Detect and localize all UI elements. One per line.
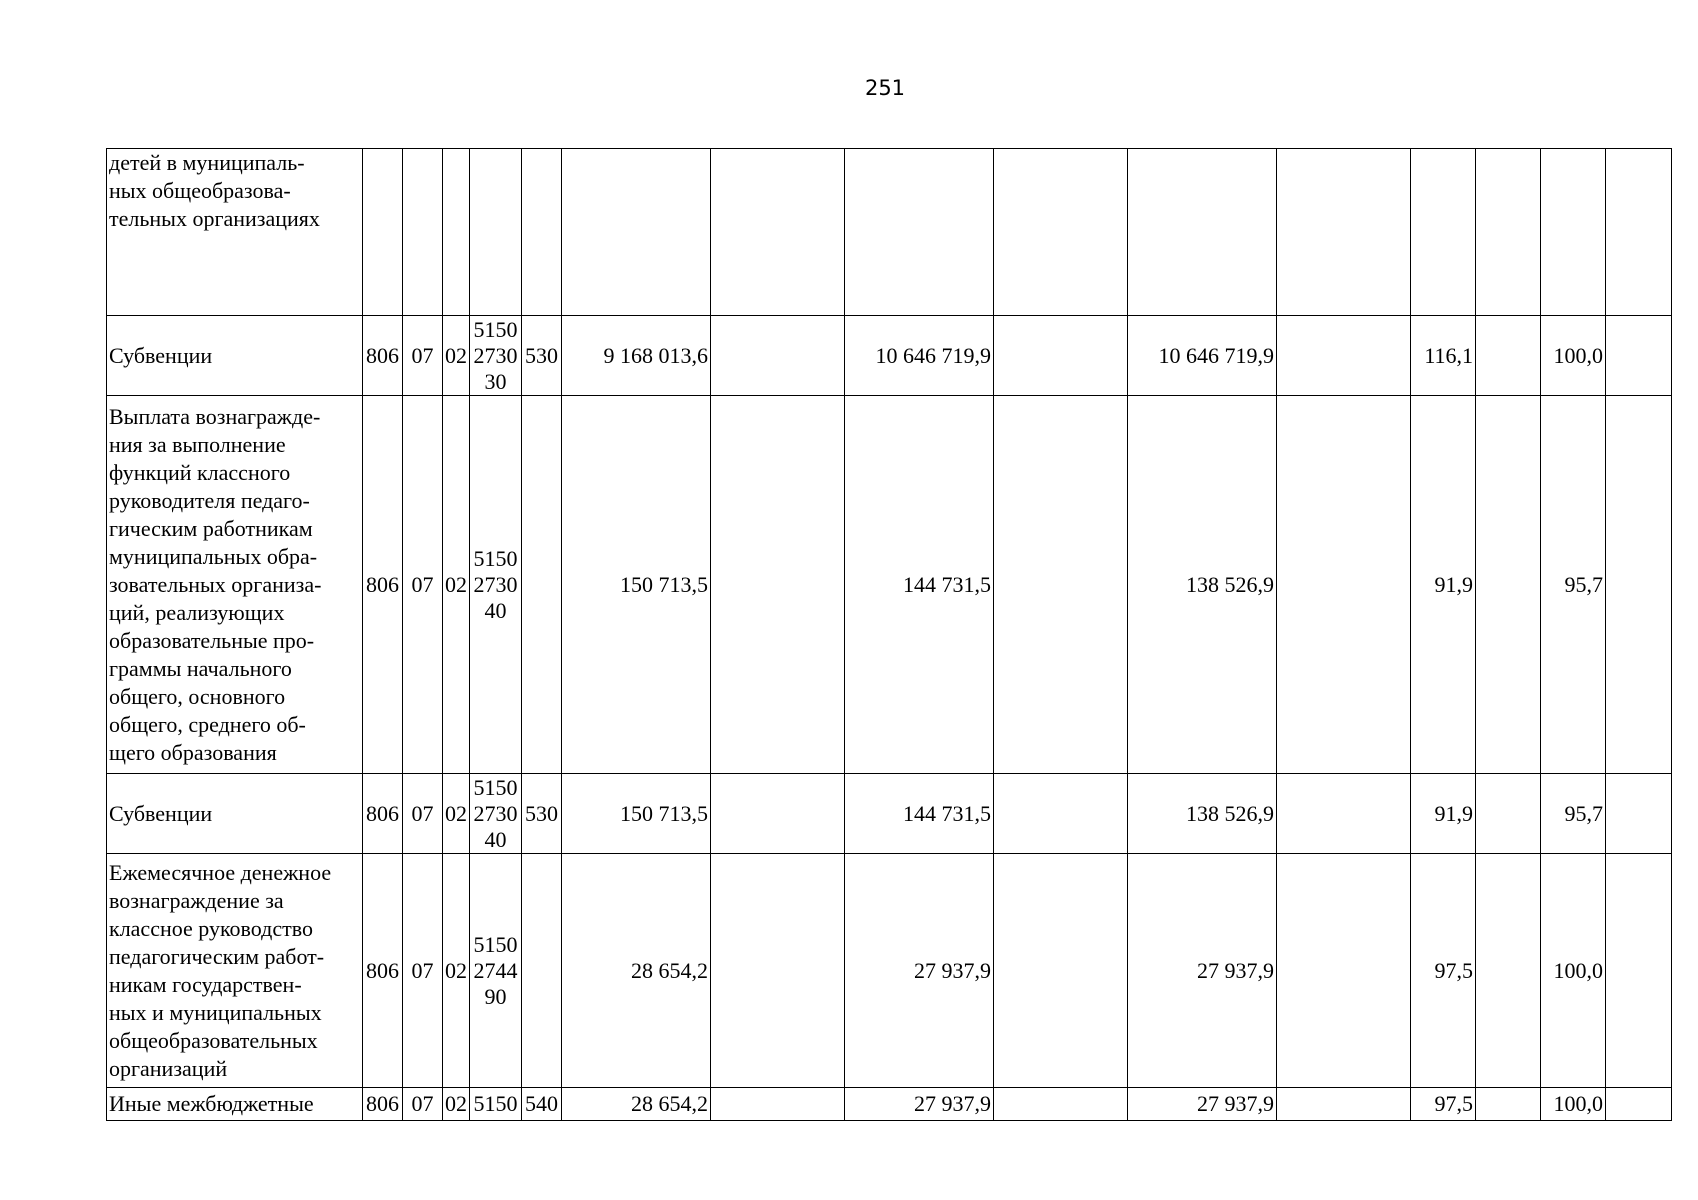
admin-code-cell: 806 xyxy=(363,316,403,396)
percent-plan-cell: 95,7 xyxy=(1541,774,1606,854)
subsection-code-cell: 02 xyxy=(443,396,470,774)
row-name-cell: детей в муниципаль- ных общеобразова- тельных организациях xyxy=(107,149,363,316)
empty-cell xyxy=(711,854,845,1088)
section-code-cell: 07 xyxy=(403,854,443,1088)
percent-prev-cell: 97,5 xyxy=(1411,1088,1476,1121)
admin-code-cell: 806 xyxy=(363,854,403,1088)
empty-cell xyxy=(1606,1088,1672,1121)
empty-cell xyxy=(711,316,845,396)
amount-executed-cell: 138 526,9 xyxy=(1128,774,1277,854)
amount-approved-cell: 28 654,2 xyxy=(562,854,711,1088)
table-row xyxy=(107,854,1672,1088)
amount-approved-cell: 150 713,5 xyxy=(562,774,711,854)
empty-cell xyxy=(1606,396,1672,774)
amount-planned-cell: 144 731,5 xyxy=(845,396,994,774)
row-name-cell: Иные межбюджетные xyxy=(107,1088,363,1121)
target-article-cell: 5150 2730 40 xyxy=(470,396,522,774)
table-row xyxy=(107,149,1672,316)
percent-prev-cell: 97,5 xyxy=(1411,854,1476,1088)
amount-planned-cell: 27 937,9 xyxy=(845,1088,994,1121)
amount-approved-cell: 9 168 013,6 xyxy=(562,316,711,396)
section-code-cell xyxy=(403,149,443,316)
amount-approved-cell: 150 713,5 xyxy=(562,396,711,774)
target-article-cell: 5150 2744 90 xyxy=(470,854,522,1088)
empty-cell xyxy=(1476,1088,1541,1121)
expense-type-cell xyxy=(522,854,562,1088)
admin-code-cell: 806 xyxy=(363,774,403,854)
section-code-cell: 07 xyxy=(403,1088,443,1121)
section-code-cell: 07 xyxy=(403,774,443,854)
amount-planned-cell: 144 731,5 xyxy=(845,774,994,854)
subsection-code-cell: 02 xyxy=(443,854,470,1088)
amount-planned-cell xyxy=(845,149,994,316)
expense-type-cell: 540 xyxy=(522,1088,562,1121)
empty-cell xyxy=(994,149,1128,316)
amount-executed-cell: 138 526,9 xyxy=(1128,396,1277,774)
admin-code-cell: 806 xyxy=(363,396,403,774)
percent-plan-cell: 100,0 xyxy=(1541,1088,1606,1121)
amount-executed-cell: 27 937,9 xyxy=(1128,1088,1277,1121)
empty-cell xyxy=(1277,854,1411,1088)
amount-approved-cell: 28 654,2 xyxy=(562,1088,711,1121)
empty-cell xyxy=(1277,396,1411,774)
amount-approved-cell xyxy=(562,149,711,316)
percent-prev-cell: 91,9 xyxy=(1411,774,1476,854)
amount-planned-cell: 27 937,9 xyxy=(845,854,994,1088)
empty-cell xyxy=(711,774,845,854)
table-row xyxy=(107,774,1672,854)
empty-cell xyxy=(711,396,845,774)
empty-cell xyxy=(994,774,1128,854)
expense-type-cell: 530 xyxy=(522,774,562,854)
empty-cell xyxy=(1476,316,1541,396)
empty-cell xyxy=(1606,774,1672,854)
table-row xyxy=(107,1088,1672,1121)
budget-table xyxy=(106,148,1672,1121)
expense-type-cell xyxy=(522,396,562,774)
row-name-cell: Ежемесячное денежное вознаграждение за классное руководство педагогическим работ- никам государствен- ных и муниципальных общеобразовательных организаций xyxy=(107,854,363,1088)
admin-code-cell xyxy=(363,149,403,316)
empty-cell xyxy=(994,396,1128,774)
target-article-cell: 5150 xyxy=(470,1088,522,1121)
empty-cell xyxy=(711,1088,845,1121)
amount-planned-cell: 10 646 719,9 xyxy=(845,316,994,396)
percent-plan-cell xyxy=(1541,149,1606,316)
subsection-code-cell: 02 xyxy=(443,1088,470,1121)
percent-prev-cell xyxy=(1411,149,1476,316)
percent-plan-cell: 95,7 xyxy=(1541,396,1606,774)
percent-plan-cell: 100,0 xyxy=(1541,316,1606,396)
subsection-code-cell: 02 xyxy=(443,316,470,396)
subsection-code-cell: 02 xyxy=(443,774,470,854)
table-row xyxy=(107,396,1672,774)
empty-cell xyxy=(1277,1088,1411,1121)
target-article-cell xyxy=(470,149,522,316)
amount-executed-cell: 10 646 719,9 xyxy=(1128,316,1277,396)
target-article-cell: 5150 2730 40 xyxy=(470,774,522,854)
empty-cell xyxy=(1606,854,1672,1088)
percent-prev-cell: 91,9 xyxy=(1411,396,1476,774)
row-name-cell: Субвенции xyxy=(107,316,363,396)
row-name-cell: Субвенции xyxy=(107,774,363,854)
empty-cell xyxy=(994,1088,1128,1121)
empty-cell xyxy=(1476,149,1541,316)
empty-cell xyxy=(1606,149,1672,316)
empty-cell xyxy=(1476,396,1541,774)
admin-code-cell: 806 xyxy=(363,1088,403,1121)
empty-cell xyxy=(1277,316,1411,396)
empty-cell xyxy=(994,854,1128,1088)
empty-cell xyxy=(1277,774,1411,854)
subsection-code-cell xyxy=(443,149,470,316)
empty-cell xyxy=(994,316,1128,396)
empty-cell xyxy=(1476,774,1541,854)
target-article-cell: 5150 2730 30 xyxy=(470,316,522,396)
percent-prev-cell: 116,1 xyxy=(1411,316,1476,396)
section-code-cell: 07 xyxy=(403,316,443,396)
empty-cell xyxy=(711,149,845,316)
section-code-cell: 07 xyxy=(403,396,443,774)
expense-type-cell xyxy=(522,149,562,316)
row-name-cell: Выплата вознагражде- ния за выполнение функций классного руководителя педаго- гическим работникам муниципальных обра- зовательных организа- ций, реализующих образовательные про- граммы начального общего, основного общего, среднего об- щего образования xyxy=(107,396,363,774)
amount-executed-cell: 27 937,9 xyxy=(1128,854,1277,1088)
page-number: 251 xyxy=(864,76,906,100)
empty-cell xyxy=(1476,854,1541,1088)
percent-plan-cell: 100,0 xyxy=(1541,854,1606,1088)
table-row xyxy=(107,316,1672,396)
empty-cell xyxy=(1277,149,1411,316)
expense-type-cell: 530 xyxy=(522,316,562,396)
empty-cell xyxy=(1606,316,1672,396)
amount-executed-cell xyxy=(1128,149,1277,316)
